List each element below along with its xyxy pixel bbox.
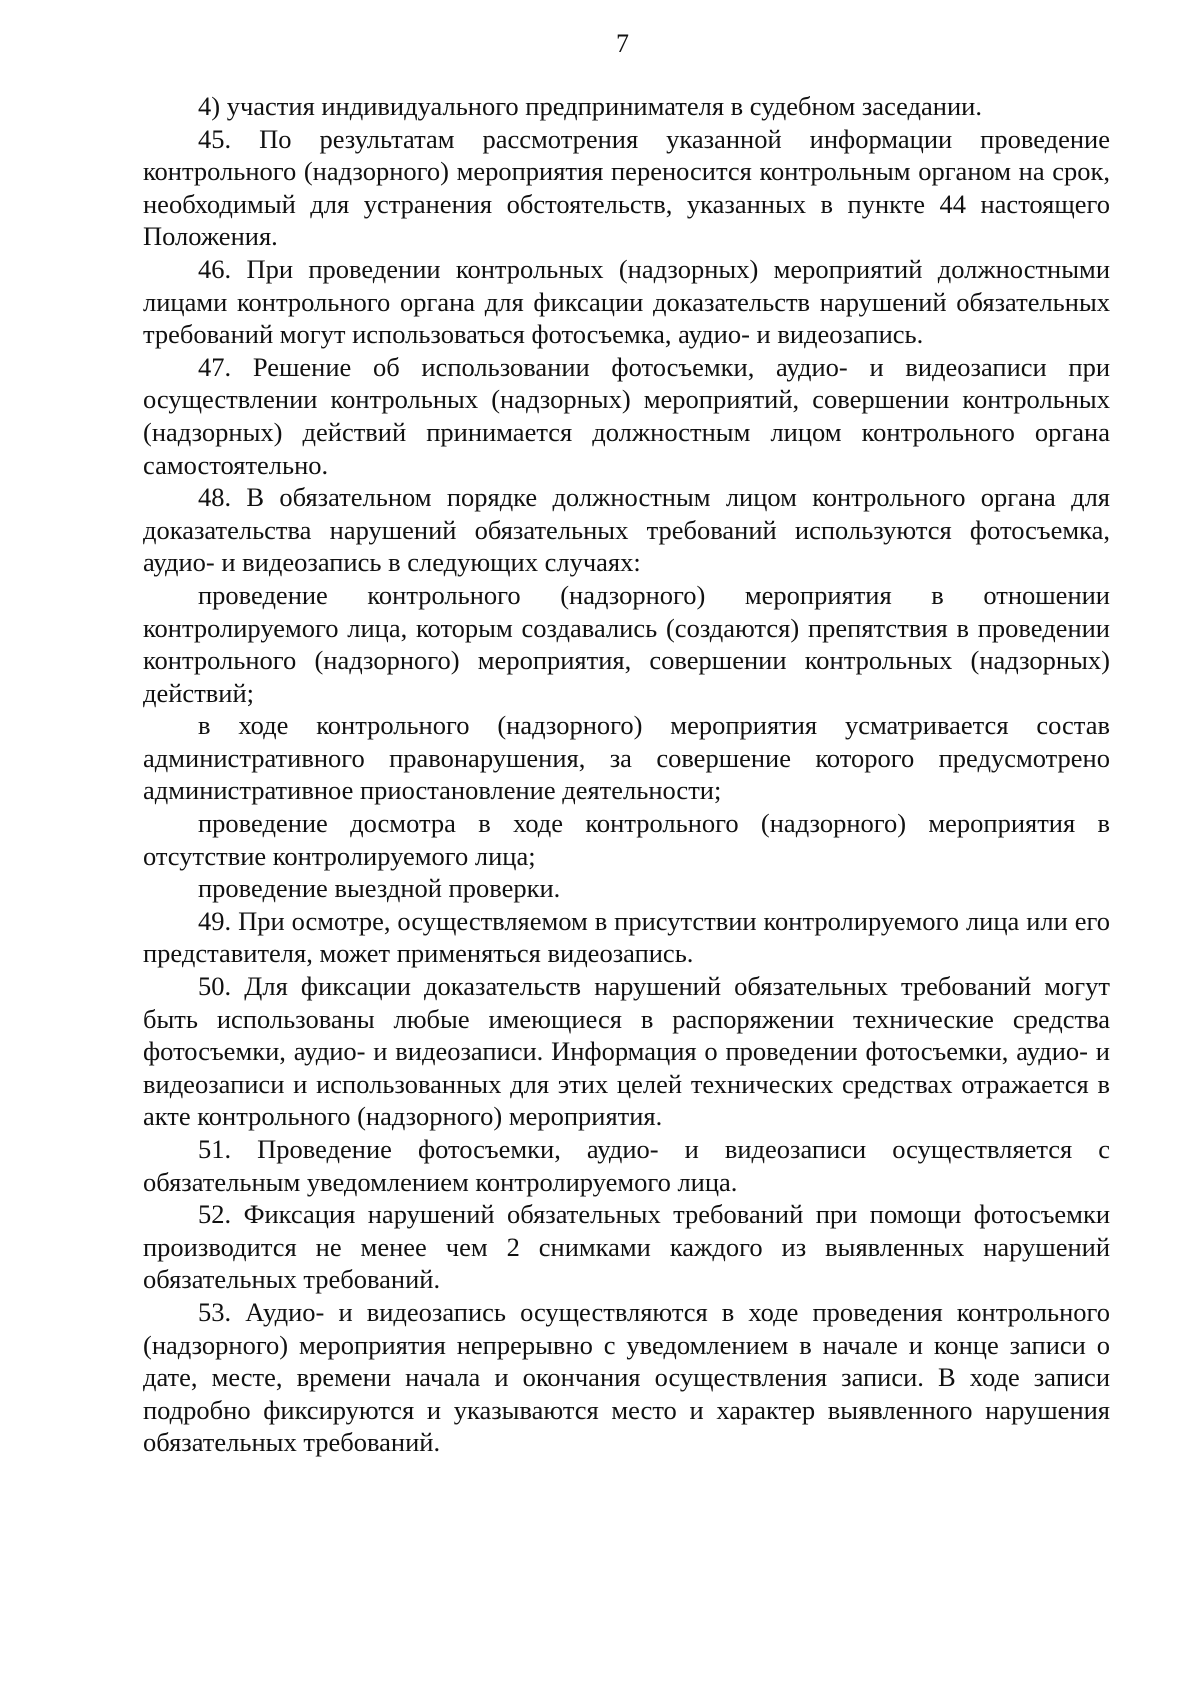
paragraph-48-case-field-check: проведение выездной проверки. (198, 873, 561, 904)
document-body (143, 90, 1110, 1459)
paragraph-53: 53. Аудио- и видеозапись осуществляются в ходе проведения контрольного (надзорного) мероприятия непрерывно с уведомлением в начале и конце записи о дате, месте, времени начала и окончания осуществления записи. В ходе записи подробно фиксируются и указываются место и характер выявленного нарушения обязательных требований. (143, 1296, 1110, 1458)
paragraph-46: 46. При проведении контрольных (надзорных) мероприятий должностными лицами контрольного органа для фиксации доказательств нарушений обязательных требований могут использоваться фотосъемка, аудио- и видеозапись. (143, 253, 1110, 350)
page-number: 7 (616, 29, 629, 58)
paragraph-48-case-obstruction: проведение контрольного (надзорного) мероприятия в отношении контролируемого лица, которым создавались (создаются) препятствия в проведении контрольного (надзорного) мероприятия, совершении контрольных (надзорных) действий; (143, 579, 1110, 708)
paragraph-51: 51. Проведение фотосъемки, аудио- и видеозаписи осуществляется с обязательным уведомлением контролируемого лица. (143, 1134, 1110, 1197)
paragraph-49: 49. При осмотре, осуществляемом в присутствии контролируемого лица или его представителя, может применяться видеозапись. (143, 905, 1110, 969)
paragraph-48-case-inspection: проведение досмотра в ходе контрольного (надзорного) мероприятия в отсутствие контролируемого лица; (143, 808, 1110, 871)
paragraph-47: 47. Решение об использовании фотосъемки, аудио- и видеозаписи при осуществлении контрольных (надзорных) мероприятий, совершении контрольных (надзорных) действий принимается должностным лицом контрольного органа самостоятельно. (143, 351, 1110, 480)
paragraph-48: 48. В обязательном порядке должностным лицом контрольного органа для доказательства нарушений обязательных требований используются фотосъемка, аудио- и видеозапись в следующих случаях: (143, 482, 1110, 578)
paragraph-52: 52. Фиксация нарушений обязательных требований при помощи фотосъемки производится не менее чем 2 снимками каждого из выявленных нарушений обязательных требований. (143, 1199, 1110, 1295)
paragraph-item-44-4: 4) участия индивидуального предпринимателя в судебном заседании. (198, 91, 982, 121)
paragraph-50: 50. Для фиксации доказательств нарушений обязательных требований могут быть использованы любые имеющиеся в распоряжении технические средства фотосъемки, аудио- и видеозаписи. Информация о проведении фотосъемки, аудио- и видеозаписи и использованных для этих целей технических средствах отражается в акте контрольного (надзорного) мероприятия. (143, 971, 1110, 1132)
paragraph-48-case-violation: в ходе контрольного (надзорного) мероприятия усматривается состав административного правонарушения, за совершение которого предусмотрено административное приостановление деятельности; (143, 710, 1110, 806)
paragraph-45: 45. По результатам рассмотрения указанной информации проведение контрольного (надзорного) мероприятия переносится контрольным органом на срок, необходимый для устранения обстоятельств, указанных в пункте 44 настоящего Положения. (143, 123, 1110, 252)
